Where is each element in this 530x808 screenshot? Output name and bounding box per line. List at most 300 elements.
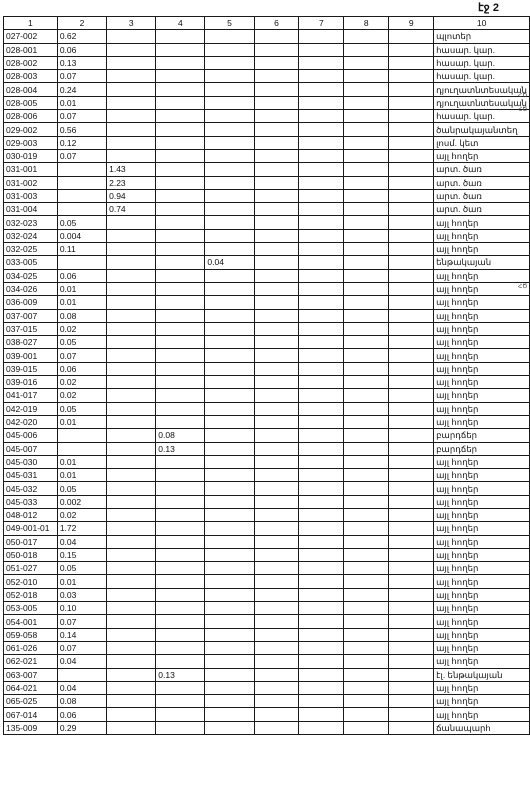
table-cell: [299, 455, 344, 468]
table-cell: [389, 389, 434, 402]
table-cell: այլ հողեր: [434, 322, 530, 335]
table-cell: [107, 668, 156, 681]
table-cell: [156, 548, 205, 561]
table-cell: 0.15: [57, 548, 106, 561]
table-cell: [205, 548, 254, 561]
table-cell: [254, 721, 299, 734]
table-cell: [205, 535, 254, 548]
table-cell: այլ հողեր: [434, 402, 530, 415]
table-cell: [299, 309, 344, 322]
table-cell: [254, 362, 299, 375]
table-cell: 0.74: [107, 203, 156, 216]
table-cell: [299, 216, 344, 229]
table-cell: 039-015: [4, 362, 58, 375]
table-cell: 027-002: [4, 30, 58, 43]
land-ledger-table: [3, 16, 530, 735]
table-cell: [254, 402, 299, 415]
table-cell: [57, 668, 106, 681]
ledger-body: [4, 17, 530, 735]
table-cell: [344, 402, 389, 415]
table-cell: այլ հողեր: [434, 482, 530, 495]
table-cell: [156, 615, 205, 628]
table-cell: [205, 149, 254, 162]
table-row: [4, 695, 530, 708]
table-row: [4, 30, 530, 43]
table-cell: [389, 70, 434, 83]
table-cell: [344, 495, 389, 508]
table-cell: [299, 282, 344, 295]
table-cell: [107, 229, 156, 242]
table-cell: [254, 309, 299, 322]
table-cell: 0.62: [57, 30, 106, 43]
table-cell: [57, 203, 106, 216]
table-cell: [299, 522, 344, 535]
table-cell: [107, 149, 156, 162]
table-cell: 0.02: [57, 389, 106, 402]
table-cell: 0.13: [57, 56, 106, 69]
table-cell: [344, 695, 389, 708]
table-cell: [389, 548, 434, 561]
table-cell: դյուղատնտեսական: [434, 96, 530, 109]
table-cell: [156, 282, 205, 295]
table-cell: [389, 495, 434, 508]
table-cell: այլ հողեր: [434, 216, 530, 229]
table-cell: [299, 562, 344, 575]
table-cell: [156, 189, 205, 202]
table-cell: [299, 296, 344, 309]
table-cell: [107, 216, 156, 229]
table-cell: [156, 721, 205, 734]
table-cell: [254, 389, 299, 402]
table-cell: [107, 376, 156, 389]
table-cell: [107, 508, 156, 521]
table-cell: [254, 508, 299, 521]
table-cell: [254, 615, 299, 628]
table-cell: [389, 508, 434, 521]
table-cell: [344, 243, 389, 256]
table-cell: [344, 282, 389, 295]
table-cell: [299, 402, 344, 415]
table-cell: [156, 575, 205, 588]
table-cell: [389, 149, 434, 162]
table-cell: այլ հողեր: [434, 628, 530, 641]
table-cell: [156, 309, 205, 322]
table-cell: [299, 389, 344, 402]
table-cell: [156, 83, 205, 96]
table-cell: [344, 136, 389, 149]
table-cell: արտ. ծառ: [434, 163, 530, 176]
table-cell: 0.94: [107, 189, 156, 202]
table-cell: [344, 655, 389, 668]
table-cell: 0.56: [57, 123, 106, 136]
table-cell: [107, 641, 156, 654]
table-cell: [344, 149, 389, 162]
table-cell: [389, 309, 434, 322]
table-cell: [254, 349, 299, 362]
table-cell: [344, 588, 389, 601]
table-cell: [107, 628, 156, 641]
table-cell: [156, 349, 205, 362]
table-cell: [344, 110, 389, 123]
table-cell: [156, 376, 205, 389]
table-cell: [254, 149, 299, 162]
table-cell: [389, 296, 434, 309]
table-cell: 042-019: [4, 402, 58, 415]
table-row: [4, 602, 530, 615]
table-row: [4, 309, 530, 322]
table-cell: [156, 256, 205, 269]
table-cell: այլ հողեր: [434, 615, 530, 628]
table-cell: 028-005: [4, 96, 58, 109]
table-cell: [107, 495, 156, 508]
table-cell: [107, 469, 156, 482]
table-cell: [254, 110, 299, 123]
table-cell: 0.14: [57, 628, 106, 641]
table-cell: [107, 695, 156, 708]
table-cell: [156, 123, 205, 136]
table-cell: 065-025: [4, 695, 58, 708]
table-cell: լոսմ. կետ: [434, 136, 530, 149]
table-cell: [156, 322, 205, 335]
table-cell: [254, 43, 299, 56]
table-cell: [299, 681, 344, 694]
table-cell: [389, 269, 434, 282]
table-cell: 051-027: [4, 562, 58, 575]
table-cell: [205, 362, 254, 375]
table-cell: [254, 469, 299, 482]
table-cell: [205, 615, 254, 628]
table-cell: [299, 70, 344, 83]
table-cell: [389, 43, 434, 56]
table-cell: պլոտեր: [434, 30, 530, 43]
table-cell: [299, 602, 344, 615]
column-header-5: 5: [205, 17, 254, 30]
table-cell: [299, 189, 344, 202]
table-cell: [205, 123, 254, 136]
table-cell: 050-017: [4, 535, 58, 548]
table-cell: [344, 56, 389, 69]
table-cell: 031-004: [4, 203, 58, 216]
table-cell: [389, 176, 434, 189]
table-cell: [205, 389, 254, 402]
table-cell: [389, 349, 434, 362]
table-row: [4, 163, 530, 176]
table-cell: [344, 229, 389, 242]
table-row: [4, 535, 530, 548]
table-cell: 029-003: [4, 136, 58, 149]
table-row: [4, 668, 530, 681]
table-cell: [156, 203, 205, 216]
table-cell: 0.04: [205, 256, 254, 269]
table-cell: [344, 615, 389, 628]
table-cell: [299, 655, 344, 668]
table-cell: [254, 442, 299, 455]
table-cell: [299, 176, 344, 189]
table-cell: այլ հողեր: [434, 309, 530, 322]
table-cell: հասար. կար.: [434, 110, 530, 123]
table-cell: [205, 415, 254, 428]
table-cell: [344, 362, 389, 375]
table-cell: [205, 309, 254, 322]
table-row: [4, 43, 530, 56]
table-cell: [344, 415, 389, 428]
table-cell: [254, 243, 299, 256]
column-header-7: 7: [299, 17, 344, 30]
table-cell: [156, 362, 205, 375]
table-cell: [254, 322, 299, 335]
table-cell: [156, 495, 205, 508]
table-cell: [389, 588, 434, 601]
table-cell: [344, 628, 389, 641]
table-cell: [107, 282, 156, 295]
table-cell: 030-019: [4, 149, 58, 162]
table-cell: [389, 681, 434, 694]
table-row: [4, 70, 530, 83]
table-cell: 0.05: [57, 336, 106, 349]
table-row: [4, 176, 530, 189]
table-cell: [156, 30, 205, 43]
table-cell: [156, 655, 205, 668]
table-cell: [254, 336, 299, 349]
table-cell: 0.05: [57, 482, 106, 495]
table-cell: [344, 708, 389, 721]
table-cell: [205, 269, 254, 282]
table-cell: ենթակայան: [434, 256, 530, 269]
margin-mark: ՀԾ: [518, 284, 528, 290]
table-cell: [344, 256, 389, 269]
table-cell: [156, 336, 205, 349]
table-cell: այլ հողեր: [434, 535, 530, 548]
table-cell: [205, 655, 254, 668]
table-cell: հասար. կար.: [434, 56, 530, 69]
table-cell: 034-026: [4, 282, 58, 295]
table-cell: [389, 56, 434, 69]
table-cell: այլ հողեր: [434, 495, 530, 508]
table-cell: 0.07: [57, 110, 106, 123]
table-cell: [205, 43, 254, 56]
table-cell: 064-021: [4, 681, 58, 694]
table-row: [4, 123, 530, 136]
table-cell: [254, 641, 299, 654]
table-row: [4, 522, 530, 535]
table-cell: [205, 70, 254, 83]
table-cell: [344, 455, 389, 468]
table-cell: [389, 376, 434, 389]
column-header-9: 9: [389, 17, 434, 30]
table-cell: 0.03: [57, 588, 106, 601]
table-cell: [344, 602, 389, 615]
table-cell: բարդճեր: [434, 442, 530, 455]
table-cell: 0.01: [57, 469, 106, 482]
table-cell: [156, 296, 205, 309]
table-cell: 0.07: [57, 349, 106, 362]
table-cell: [107, 269, 156, 282]
table-cell: 0.02: [57, 376, 106, 389]
table-cell: [344, 269, 389, 282]
table-row: [4, 376, 530, 389]
table-cell: 0.24: [57, 83, 106, 96]
table-row: [4, 269, 530, 282]
table-cell: [205, 628, 254, 641]
column-header-4: 4: [156, 17, 205, 30]
table-cell: [299, 615, 344, 628]
table-cell: [254, 548, 299, 561]
table-cell: [299, 362, 344, 375]
table-row: [4, 429, 530, 442]
table-cell: հասար. կար.: [434, 43, 530, 56]
table-cell: 0.01: [57, 296, 106, 309]
table-cell: այլ հողեր: [434, 149, 530, 162]
table-cell: [344, 96, 389, 109]
column-header-3: 3: [107, 17, 156, 30]
table-cell: [344, 429, 389, 442]
table-cell: [107, 336, 156, 349]
table-cell: [254, 123, 299, 136]
table-cell: [344, 376, 389, 389]
table-cell: [254, 429, 299, 442]
table-cell: [205, 282, 254, 295]
table-cell: [156, 216, 205, 229]
table-cell: [389, 83, 434, 96]
margin-mark: ՀԾ: [518, 107, 528, 113]
table-cell: [344, 336, 389, 349]
table-cell: այլ հողեր: [434, 641, 530, 654]
column-header-10: 10: [434, 17, 530, 30]
table-cell: [205, 588, 254, 601]
table-cell: [205, 136, 254, 149]
table-cell: այլ հողեր: [434, 282, 530, 295]
table-cell: 049-001-01: [4, 522, 58, 535]
table-cell: [344, 389, 389, 402]
table-cell: [299, 535, 344, 548]
table-cell: [389, 402, 434, 415]
table-cell: 0.01: [57, 415, 106, 428]
table-cell: [389, 429, 434, 442]
table-cell: [389, 522, 434, 535]
table-cell: [344, 721, 389, 734]
table-cell: [344, 322, 389, 335]
table-row: [4, 216, 530, 229]
table-cell: [205, 243, 254, 256]
table-cell: 045-007: [4, 442, 58, 455]
table-cell: [389, 136, 434, 149]
table-cell: [389, 96, 434, 109]
table-cell: այլ հողեր: [434, 469, 530, 482]
table-cell: այլ հողեր: [434, 243, 530, 256]
table-cell: [205, 163, 254, 176]
table-row: [4, 575, 530, 588]
table-cell: [299, 83, 344, 96]
table-cell: [389, 708, 434, 721]
table-cell: 045-033: [4, 495, 58, 508]
table-cell: [344, 296, 389, 309]
table-cell: [107, 588, 156, 601]
table-cell: [344, 43, 389, 56]
table-cell: 0.07: [57, 615, 106, 628]
table-cell: [389, 336, 434, 349]
table-cell: [254, 163, 299, 176]
table-cell: այլ հողեր: [434, 455, 530, 468]
table-cell: [205, 469, 254, 482]
table-cell: [57, 429, 106, 442]
table-cell: [299, 575, 344, 588]
table-cell: 032-023: [4, 216, 58, 229]
table-cell: [156, 43, 205, 56]
table-row: [4, 96, 530, 109]
table-cell: [389, 695, 434, 708]
table-cell: 135-009: [4, 721, 58, 734]
table-cell: այլ հողեր: [434, 269, 530, 282]
table-cell: 054-001: [4, 615, 58, 628]
table-cell: 045-006: [4, 429, 58, 442]
table-cell: [107, 96, 156, 109]
table-cell: [344, 668, 389, 681]
table-cell: [299, 495, 344, 508]
table-cell: [389, 668, 434, 681]
table-cell: [107, 243, 156, 256]
table-cell: 0.08: [156, 429, 205, 442]
table-cell: [156, 149, 205, 162]
table-cell: [156, 243, 205, 256]
table-cell: [156, 415, 205, 428]
table-cell: 034-025: [4, 269, 58, 282]
table-cell: [299, 30, 344, 43]
table-row: [4, 229, 530, 242]
table-cell: [107, 110, 156, 123]
table-cell: [299, 668, 344, 681]
table-row: [4, 655, 530, 668]
table-cell: [344, 349, 389, 362]
table-row: [4, 548, 530, 561]
table-cell: [389, 482, 434, 495]
table-cell: [389, 229, 434, 242]
table-cell: [156, 641, 205, 654]
table-cell: 0.04: [57, 681, 106, 694]
margin-mark: ՀԾ: [518, 93, 528, 99]
table-cell: [299, 163, 344, 176]
table-cell: 0.07: [57, 641, 106, 654]
table-cell: [344, 442, 389, 455]
table-cell: ճանապարհ: [434, 721, 530, 734]
table-cell: [389, 615, 434, 628]
table-cell: [205, 495, 254, 508]
table-cell: [389, 562, 434, 575]
table-cell: [156, 56, 205, 69]
column-header-6: 6: [254, 17, 299, 30]
table-cell: 061-026: [4, 641, 58, 654]
table-cell: [299, 256, 344, 269]
table-cell: 037-015: [4, 322, 58, 335]
table-row: [4, 402, 530, 415]
table-cell: [107, 721, 156, 734]
table-cell: այլ հողեր: [434, 362, 530, 375]
table-cell: 0.10: [57, 602, 106, 615]
table-cell: [254, 282, 299, 295]
table-cell: [156, 681, 205, 694]
table-cell: [107, 455, 156, 468]
table-cell: 1.43: [107, 163, 156, 176]
table-cell: [254, 708, 299, 721]
table-cell: 0.01: [57, 96, 106, 109]
table-cell: ծանրակայանտեղ: [434, 123, 530, 136]
table-cell: [254, 562, 299, 575]
table-cell: [205, 83, 254, 96]
table-cell: [156, 229, 205, 242]
table-row: [4, 482, 530, 495]
table-cell: [389, 30, 434, 43]
table-cell: [205, 56, 254, 69]
table-row: [4, 336, 530, 349]
